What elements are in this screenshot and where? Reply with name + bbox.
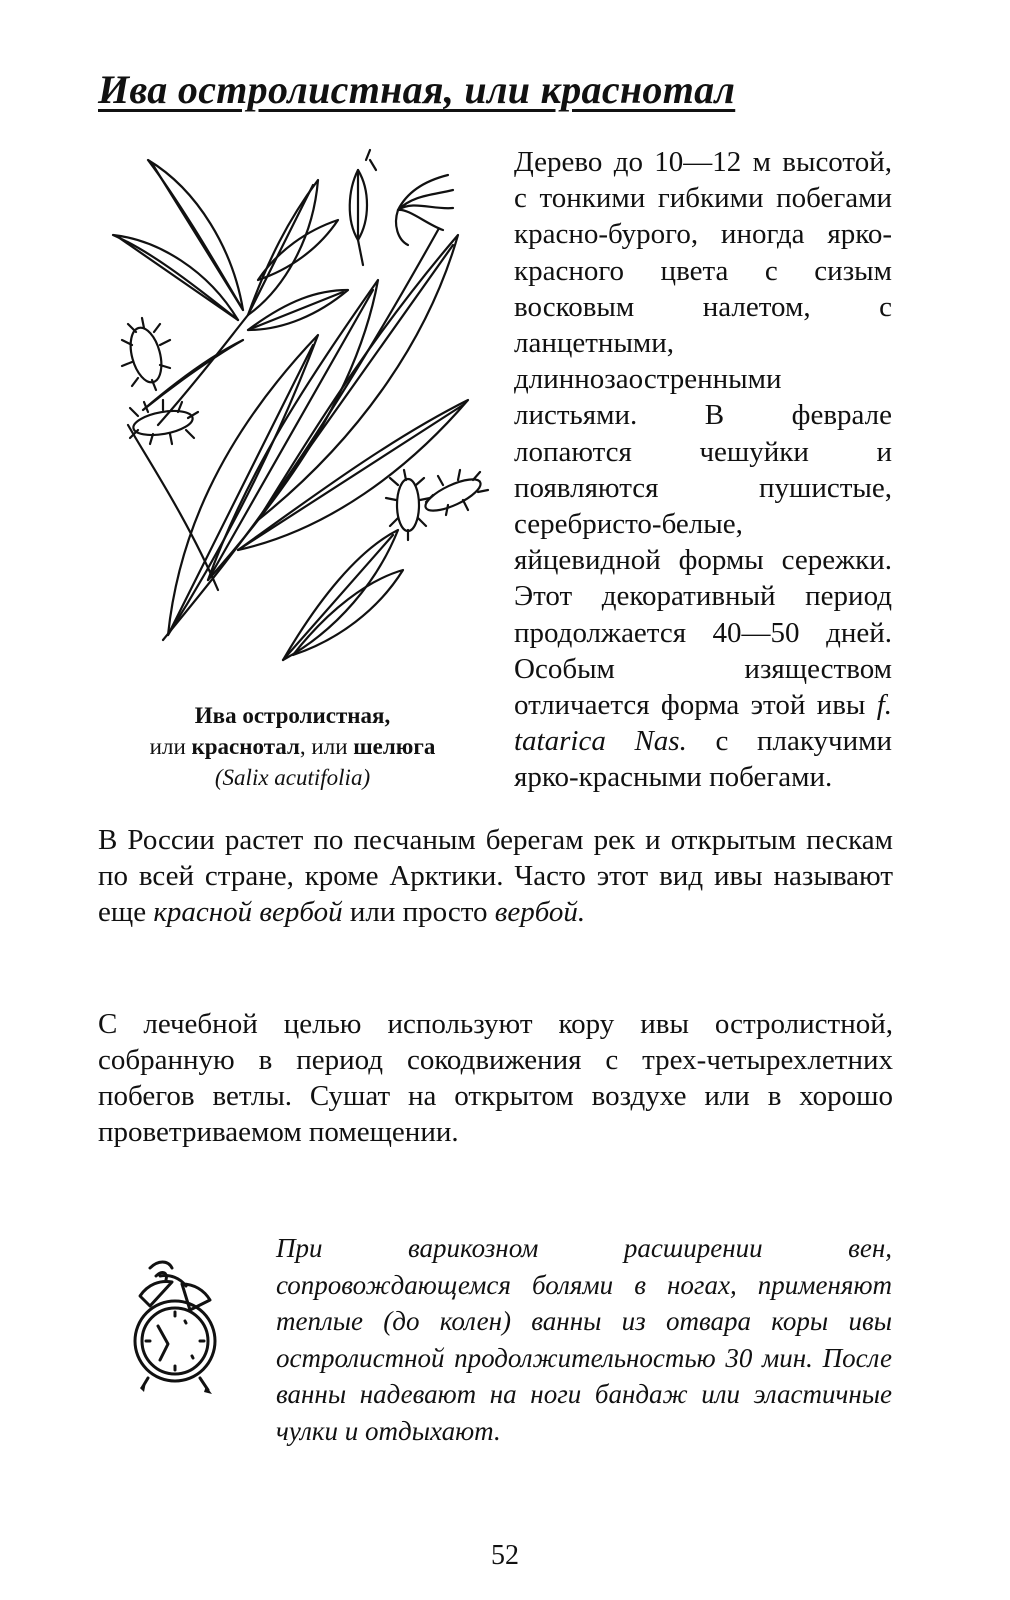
caption-or-1: или: [149, 734, 192, 759]
caption-line1: Ива остролистная,: [194, 703, 391, 728]
caption-name-shelyuga: шелюга: [353, 734, 436, 759]
distribution-text: В России растет по песчаным берегам рек и открытым пескам по всей стране, кроме Арктики. Часто этот вид ивы называют еще: [98, 824, 893, 928]
tip-paragraph: При варикозном расширении вен, сопровождающемся болями в ногах, применяют теплые (до колен) ванны из отвара коры ивы остролистной продолжительностью 30 мин. После ванны надевают на ноги бандаж или эластичные чулки и отдыхают.: [276, 1233, 892, 1446]
alarm-clock-icon: [120, 1256, 230, 1406]
illustration-caption: [120, 700, 465, 793]
distribution-paragraph: [98, 822, 893, 930]
description-part1: Дерево до 10—12 м высотой, с тонкими гибкими побегами красно-бурого, иногда ярко-красного цвета с сизым восковым налетом, с ланцетными, длиннозаостренными листьями. В феврале лопаются чешуйки и появляются пушистые, серебристо-белые, яйцевидной формы сережки. Этот декоративный период продолжается 40—50 дней. Особым изяществом отличается форма этой ивы: [514, 146, 892, 722]
description-form-name: f. tatarica Nas.: [514, 689, 892, 758]
caption-or-2: , или: [299, 734, 354, 759]
distribution-name1: красной вербой: [153, 896, 343, 928]
distribution-name2: вербой.: [494, 896, 586, 928]
usage-paragraph: С лечебной целью используют кору ивы остролистной, собранную в период сокодвижения с трех-четырехлетних побегов ветлы. Сушат на открытом воздухе или в хорошо проветриваемом помещении.: [98, 1008, 893, 1148]
page-title: Ива остролистная, или краснотал: [98, 67, 736, 112]
distribution-mid: или просто: [342, 896, 495, 928]
description-paragraph: [514, 144, 892, 796]
willow-branch-illustration: [108, 140, 498, 700]
caption-name-krasnotal: краснотал: [191, 734, 300, 759]
caption-line2: [120, 731, 465, 762]
caption-latin-name: (Salix acutifolia): [214, 765, 371, 790]
description-part2: с плакучими ярко-красными побегами.: [514, 725, 892, 794]
page-number: 52: [491, 1540, 519, 1571]
